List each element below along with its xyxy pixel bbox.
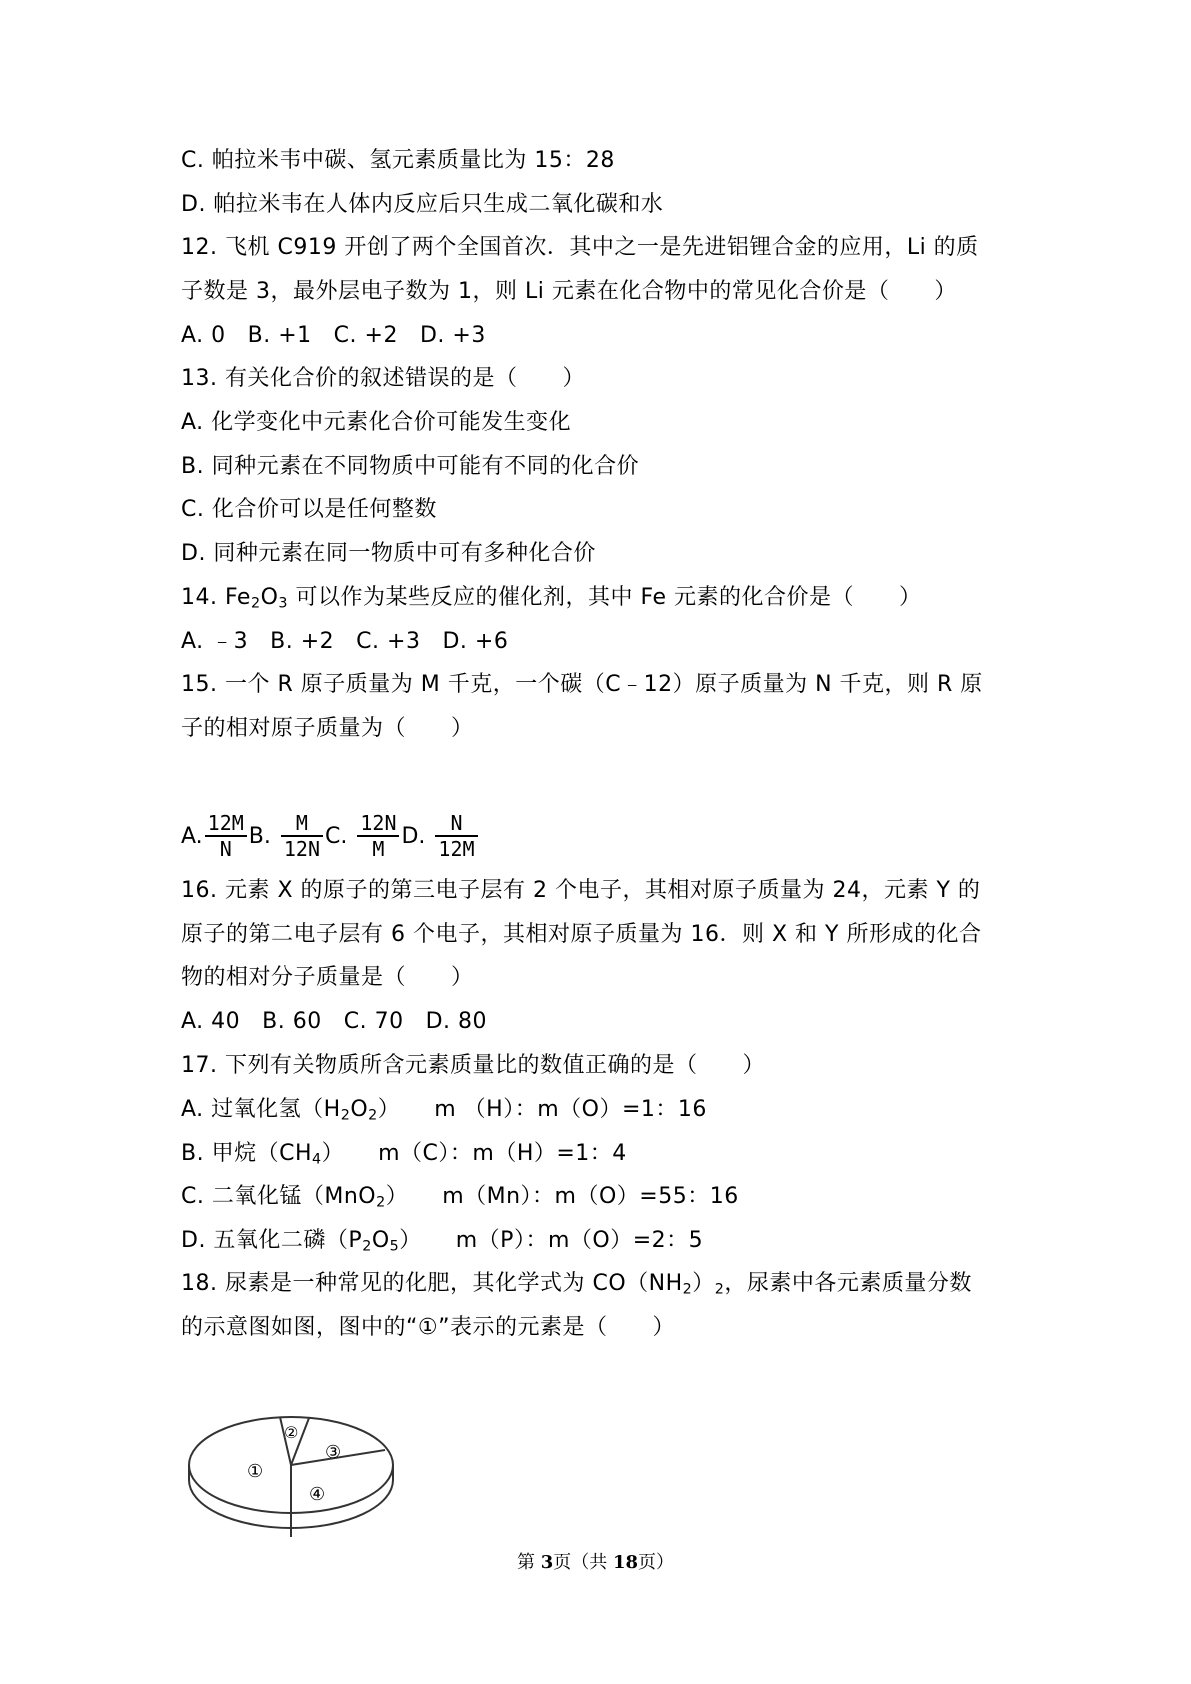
q15-option-c-fraction: $\frac{12N}{M}$ <box>357 811 399 861</box>
q17-option-c: C. 二氧化锰（MnO$_2$） m（Mn）：m（O）=55：16 <box>181 1184 739 1211</box>
q16-option-a: A. 40 <box>181 1009 241 1034</box>
q13-option-c: C. 化合价可以是任何整数 <box>181 497 437 522</box>
q13-option-d: D. 同种元素在同一物质中可有多种化合价 <box>181 541 596 566</box>
q15-option-b-label: B. <box>248 823 271 849</box>
q14-option-a: A. ﹣3 <box>181 629 249 654</box>
urea-pie-chart <box>185 1400 405 1550</box>
q13-option-a: A. 化学变化中元素化合价可能发生变化 <box>181 410 572 435</box>
page-number: 3 <box>540 1552 554 1573</box>
pie-label-2: ② <box>284 1423 299 1442</box>
q16-options <box>181 1007 1021 1037</box>
q18-stem-line1: 18. 尿素是一种常见的化肥，其化学式为 $CO(NH_2)_2$，尿素中各元素质量分数 <box>181 1271 972 1298</box>
q16-stem-line2: 原子的第二电子层有 6 个电子，其相对原子质量为 16．则 X 和 Y 所形成的化合 <box>181 922 982 947</box>
q15-options <box>181 808 480 864</box>
q16-stem-line3: 物的相对分子质量是（ ） <box>181 965 474 990</box>
q12-option-b: B. +1 <box>247 323 312 348</box>
pie-label-1: ① <box>247 1461 264 1482</box>
q16-option-c: C. 70 <box>343 1009 404 1034</box>
q11-option-c: C. 帕拉米韦中碳、氢元素质量比为 15：28 <box>181 148 615 173</box>
q13-stem: 13. 有关化合价的叙述错误的是（ ） <box>181 366 585 391</box>
q15-stem-line2: 子的相对原子质量为（ ） <box>181 716 474 741</box>
q15-option-a-fraction: $\frac{12M}{N}$ <box>205 811 247 861</box>
q14-option-d: D. +6 <box>442 629 509 654</box>
q14-option-b: B. +2 <box>270 629 335 654</box>
q17-stem: 17. 下列有关物质所含元素质量比的数值正确的是（ ） <box>181 1053 765 1078</box>
q12-option-c: C. +2 <box>333 323 398 348</box>
q17-option-a: A. 过氧化氢$(H_2O_2)$ m （H）：m（O）=1：16 <box>181 1097 707 1124</box>
q15-stem-line1: 15. 一个 R 原子质量为 M 千克，一个碳（C﹣12）原子质量为 N 千克，则 R 原 <box>181 672 983 697</box>
pie-label-4: ④ <box>309 1484 326 1505</box>
q13-option-b: B. 同种元素在不同物质中可能有不同的化合价 <box>181 454 640 479</box>
q15-option-d-label: D. <box>401 823 426 849</box>
q18-stem-line2: 的示意图如图，图中的“①”表示的元素是（ ） <box>181 1315 676 1340</box>
q12-option-d: D. +3 <box>419 323 486 348</box>
pie-label-3: ③ <box>325 1442 342 1463</box>
q17-option-d: D. 五氧化二磷$(P_2O_5)$ m（P）：m（O）=2：5 <box>181 1228 704 1255</box>
q15-option-c-label: C. <box>325 823 348 849</box>
q14-option-c: C. +3 <box>356 629 421 654</box>
q16-option-d: D. 80 <box>425 1009 487 1034</box>
page-footer: 第 3页（共 18页） <box>516 1552 675 1573</box>
total-pages: 18 <box>612 1552 639 1573</box>
q16-stem-line1: 16. 元素 X 的原子的第三电子层有 2 个电子，其相对原子质量为 24，元素 Y 的 <box>181 878 981 903</box>
q11-option-d: D. 帕拉米韦在人体内反应后只生成二氧化碳和水 <box>181 192 664 217</box>
q12-options <box>181 321 1021 351</box>
q14-options <box>181 627 1021 657</box>
q15-option-b-fraction: $\frac{M}{12N}$ <box>281 811 323 861</box>
q15-option-a-label: A. <box>181 823 203 849</box>
q12-stem-line2: 子数是 3，最外层电子数为 1，则 Li 元素在化合物中的常见化合价是（ ） <box>181 279 957 304</box>
q16-option-b: B. 60 <box>262 1009 322 1034</box>
q12-option-a: A. 0 <box>181 323 226 348</box>
q15-option-d-fraction: $\frac{N}{12M}$ <box>435 811 477 861</box>
q17-option-b: B. 甲烷$(CH_4)$ m（C）：m（H）=1：4 <box>181 1141 627 1168</box>
q12-stem-line1: 12. 飞机 C919 开创了两个全国首次．其中之一是先进铝锂合金的应用，Li 的质 <box>181 235 979 260</box>
q14-stem: 14. $Fe_2O_3$ 可以作为某些反应的催化剂，其中 Fe 元素的化合价是（ ） <box>181 585 922 612</box>
